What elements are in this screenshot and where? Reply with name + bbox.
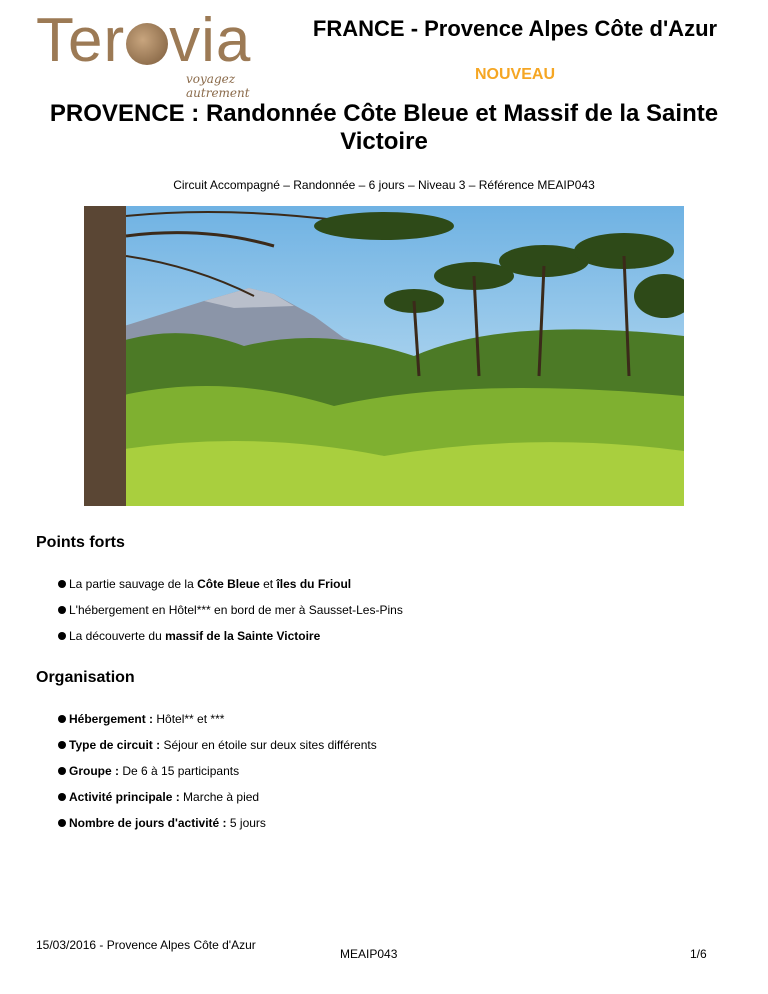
organisation-list [58,711,377,841]
trip-subtitle: Circuit Accompagné – Randonnée – 6 jours – Niveau 3 – Référence MEAIP043 [173,178,595,192]
footer-reference: MEAIP043 [340,947,398,961]
list-item: Hébergement : Hôtel** et *** [58,711,377,737]
bullet-icon [58,767,66,775]
list-item: L'hébergement en Hôtel*** en bord de mer à Sausset-Les-Pins [58,602,403,628]
page-title: PROVENCE : Randonnée Côte Bleue et Massif de la Sainte Victoire [49,100,719,155]
teravia-logo [36,6,286,100]
bullet-icon [58,793,66,801]
bullet-icon [58,741,66,749]
list-item: Activité principale : Marche à pied [58,789,377,815]
list-item: La découverte du massif de la Sainte Victoire [58,628,403,654]
list-item: Nombre de jours d'activité : 5 jours [58,815,377,841]
bullet-icon [58,632,66,640]
logo-tagline: voyagez autrement [186,72,250,100]
footer-page-number: 1/6 [690,947,707,961]
footer-date-region: 15/03/2016 - Provence Alpes Côte d'Azur [36,938,256,952]
organisation-heading: Organisation [36,669,135,686]
region-heading: FRANCE - Provence Alpes Côte d'Azur [312,16,718,41]
bullet-icon [58,715,66,723]
logo-wordmark: Ter via [36,6,252,75]
landscape-illustration [84,206,684,506]
landscape-photo [84,206,684,506]
points-forts-list [58,576,403,654]
bullet-icon [58,580,66,588]
list-item: La partie sauvage de la Côte Bleue et îles du Frioul [58,576,403,602]
points-forts-heading: Points forts [36,534,125,551]
globe-icon [126,23,168,65]
list-item: Groupe : De 6 à 15 participants [58,763,377,789]
new-badge: NOUVEAU [474,66,555,83]
list-item: Type de circuit : Séjour en étoile sur deux sites différents [58,737,377,763]
bullet-icon [58,819,66,827]
bullet-icon [58,606,66,614]
